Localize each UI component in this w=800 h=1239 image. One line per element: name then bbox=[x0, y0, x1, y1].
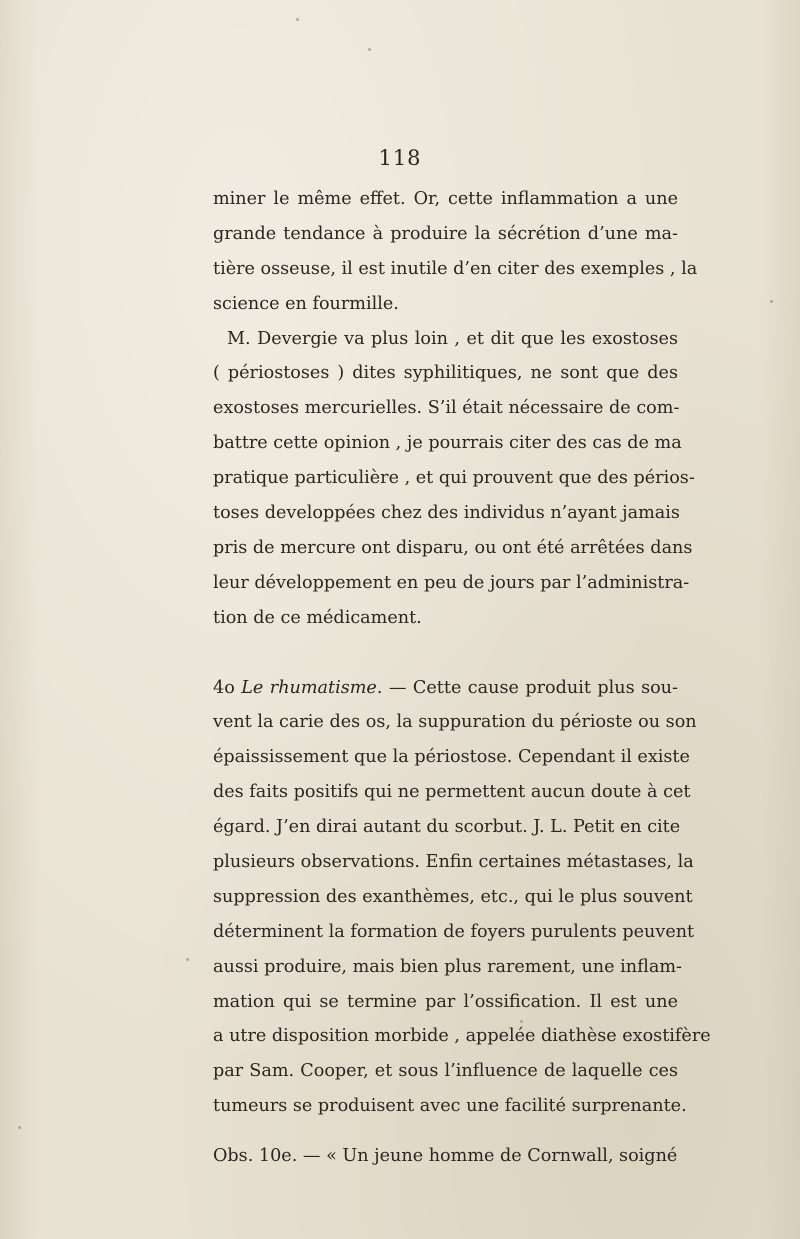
section-heading: Le rhumatisme. bbox=[241, 677, 383, 698]
text-line: miner le même effet. Or, cette inflammation a une bbox=[213, 189, 678, 209]
text-line: plusieurs observations. Enfin certaines métastases, la bbox=[213, 852, 694, 873]
paper-speck bbox=[186, 958, 189, 961]
paper-speck bbox=[368, 48, 371, 51]
text-line: vent la carie des os, la suppuration du périoste ou son bbox=[213, 712, 697, 733]
text-fragment: — Cette cause produit plus sou- bbox=[382, 677, 678, 698]
paragraph-spacer bbox=[213, 1124, 678, 1145]
paragraph-2 bbox=[213, 322, 695, 636]
paper-speck bbox=[18, 1126, 21, 1129]
text-line: exostoses mercurielles. S’il était nécessaire de com- bbox=[213, 398, 680, 419]
text-line: ( périostoses ) dites syphilitiques, ne sont que des bbox=[213, 363, 678, 384]
text-line: égard. J’en dirai autant du scorbut. J. L. Petit en cite bbox=[213, 817, 681, 838]
text-line: toses developpées chez des individus n’ayant jamais bbox=[213, 503, 680, 524]
paragraph-4 bbox=[213, 1145, 678, 1165]
paragraph-spacer bbox=[213, 636, 678, 671]
text-line: grande tendance à produire la sécrétion d’une ma- bbox=[213, 223, 678, 244]
text-line: science en fourmille. bbox=[213, 293, 399, 314]
text-line-cut-off: Obs. 10e. — « Un jeune homme de Cornwall, soigné bbox=[213, 1146, 678, 1166]
text-line: leur développement en peu de jours par l’administra- bbox=[213, 572, 690, 593]
text-line: a utre disposition morbide , appelée diathèse exostifère bbox=[213, 1026, 711, 1047]
text-line: suppression des exanthèmes, etc., qui le plus souvent bbox=[213, 886, 693, 907]
text-line: battre cette opinion , je pourrais citer des cas de ma bbox=[213, 433, 682, 454]
page-number: 118 bbox=[378, 146, 422, 170]
text-line: des faits positifs qui ne permettent aucun doute à cet bbox=[213, 782, 691, 803]
text-line: épaississement que la périostose. Cependant il existe bbox=[213, 747, 690, 768]
text-line: pris de mercure ont disparu, ou ont été arrêtées dans bbox=[213, 537, 693, 558]
text-line: M. Devergie va plus loin , et dit que les exostoses bbox=[227, 328, 678, 349]
text-line: aussi produire, mais bien plus rarement, une inflam- bbox=[213, 956, 682, 977]
text-line: tumeurs se produisent avec une facilité surprenante. bbox=[213, 1096, 687, 1117]
text-line: par Sam. Cooper, et sous l’influence de laquelle ces bbox=[213, 1061, 678, 1082]
section-number: 4o bbox=[213, 677, 242, 698]
text-line: tion de ce médicament. bbox=[213, 607, 422, 628]
paragraph-1 bbox=[213, 182, 698, 322]
text-line: mation qui se termine par l’ossification. Il est une bbox=[213, 991, 678, 1012]
body-text bbox=[213, 182, 711, 1166]
text-line: pratique particulière , et qui prouvent que des périos- bbox=[213, 468, 695, 489]
text-line: déterminent la formation de foyers purulents peuvent bbox=[213, 921, 695, 942]
paragraph-3 bbox=[213, 671, 711, 1125]
text-line: tière osseuse, il est inutile d’en citer des exemples , la bbox=[213, 258, 698, 279]
paper-speck bbox=[770, 300, 773, 303]
paper-speck bbox=[296, 18, 299, 21]
text-line bbox=[213, 671, 678, 706]
